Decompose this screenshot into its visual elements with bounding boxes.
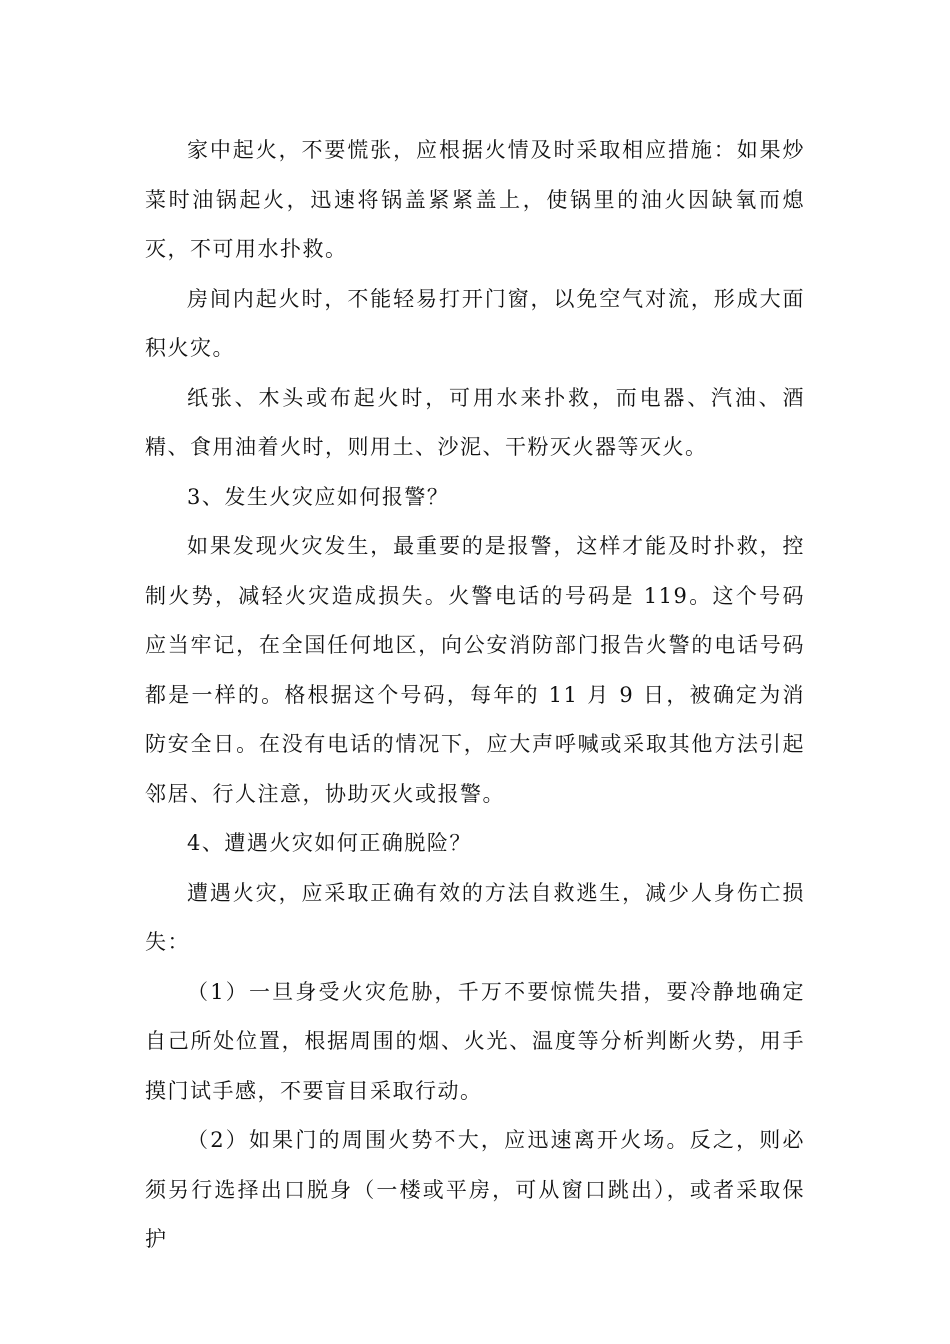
paragraph-report-fire: 如果发现火灾发生，最重要的是报警，这样才能及时扑救，控制火势，减轻火灾造成损失。火警电话的号码是 119。这个号码应当牢记，在全国任何地区，向公安消防部门报告火警的电话号码都是一样的。格根据这个号码，每年的 11 月 9 日，被确定为消防安全日。在没有电话的情况下，应大声呼喊或采取其他方法引起邻居、行人注意，协助灭火或报警。	[145, 534, 805, 806]
paragraph-room-fire: 房间内起火时，不能轻易打开门窗，以免空气对流，形成大面积火灾。	[145, 286, 805, 360]
section-heading-report: 3、发生火灾应如何报警？	[187, 484, 450, 509]
list-item-escape-2: （2）如果门的周围火势不大，应迅速离开火场。反之，则必须另行选择出口脱身（一楼或平房，可从窗口跳出），或者采取保护	[145, 1128, 805, 1251]
paragraph-kitchen-fire: 家中起火，不要慌张，应根据火情及时采取相应措施：如果炒菜时油锅起火，迅速将锅盖紧紧盖上，使锅里的油火因缺氧而熄灭，不可用水扑救。	[145, 138, 805, 261]
paragraph-escape-intro: 遭遇火灾，应采取正确有效的方法自救逃生，减少人身伤亡损失：	[145, 880, 805, 954]
list-item-escape-1: （1）一旦身受火灾危胁，千万不要惊慌失措，要冷静地确定自己所处位置，根据周围的烟、火光、温度等分析判断火势，用手摸门试手感，不要盲目采取行动。	[145, 979, 805, 1103]
section-heading-escape: 4、遭遇火灾如何正确脱险？	[187, 831, 472, 855]
document-body	[145, 126, 805, 1265]
paragraph-material-fire: 纸张、木头或布起火时，可用水来扑救，而电器、汽油、酒精、食用油着火时，则用土、沙泥、干粉灭火器等灭火。	[145, 385, 805, 459]
